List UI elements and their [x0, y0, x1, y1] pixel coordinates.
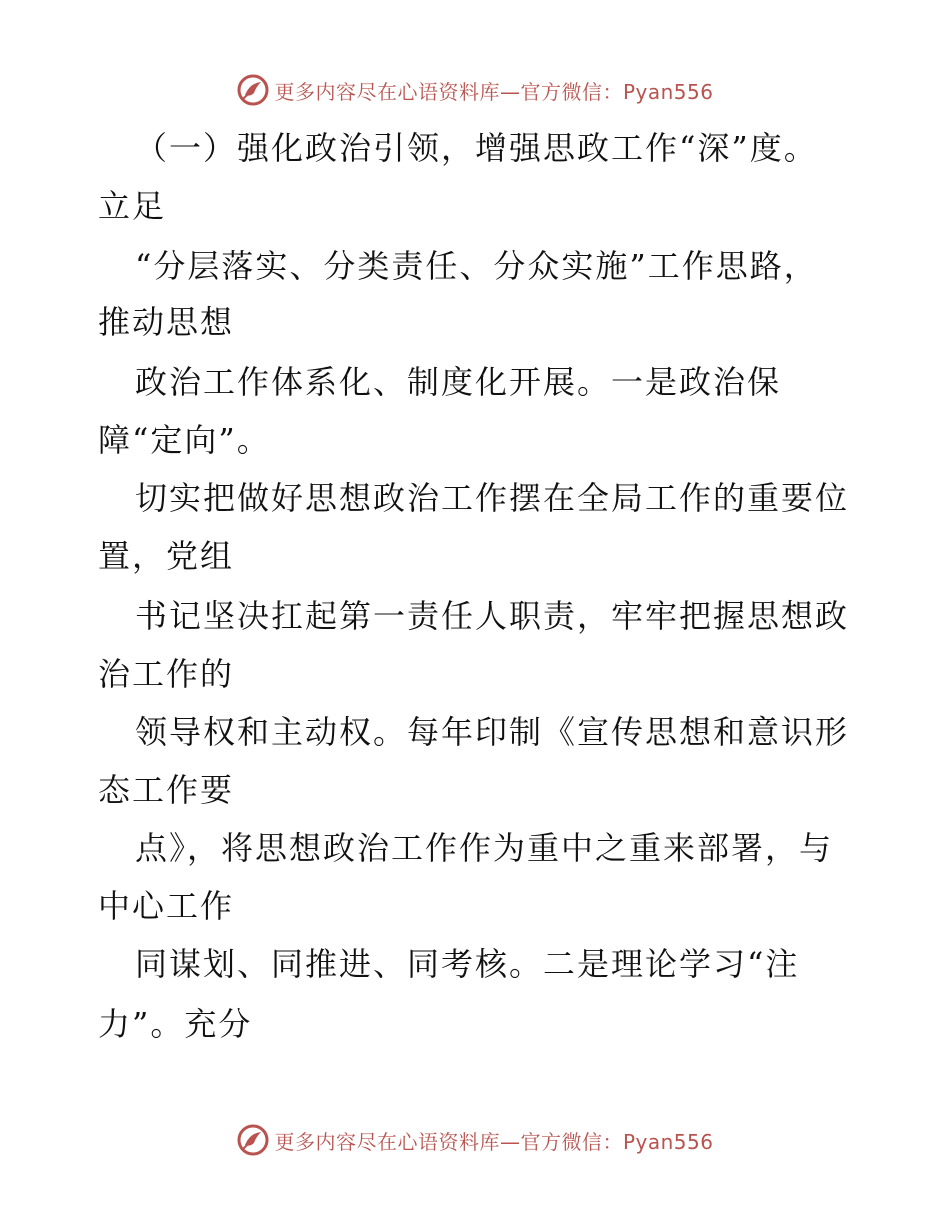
- body-line-10: 治工作的: [98, 655, 235, 693]
- brand-logo-icon: [236, 1123, 270, 1157]
- body-line-1: （一）强化政治引领，增强思政工作“深”度。: [135, 129, 818, 167]
- body-line-4: 推动思想: [98, 303, 235, 341]
- body-line-7: 切实把做好思想政治工作摆在全局工作的重要位: [135, 479, 850, 517]
- body-line-2: 立足: [98, 187, 167, 225]
- body-line-13: 点》，将思想政治工作作为重中之重来部署，与: [135, 829, 834, 867]
- body-line-15: 同谋划、同推进、同考核。二是理论学习“注: [135, 945, 800, 983]
- body-line-14: 中心工作: [98, 887, 235, 925]
- header-watermark: [0, 70, 950, 110]
- body-line-12: 态工作要: [98, 771, 235, 809]
- body-line-3: “分层落实、分类责任、分众实施”工作思路，: [135, 247, 818, 285]
- body-line-9: 书记坚决扛起第一责任人职责，牢牢把握思想政: [135, 597, 850, 635]
- brand-logo-icon: [236, 73, 270, 107]
- body-line-8: 置，党组: [98, 537, 235, 575]
- watermark-text: 更多内容尽在心语资料库—官方微信：Pyan556: [274, 1129, 714, 1154]
- body-line-5: 政治工作体系化、制度化开展。一是政治保: [135, 363, 782, 401]
- body-line-11: 领导权和主动权。每年印制《宣传思想和意识形: [135, 713, 850, 751]
- body-line-6: 障“定向”。: [98, 421, 271, 459]
- watermark-text: 更多内容尽在心语资料库—官方微信：Pyan556: [274, 79, 714, 104]
- body-line-16: 力”。充分: [98, 1005, 253, 1043]
- footer-watermark: [0, 1120, 950, 1160]
